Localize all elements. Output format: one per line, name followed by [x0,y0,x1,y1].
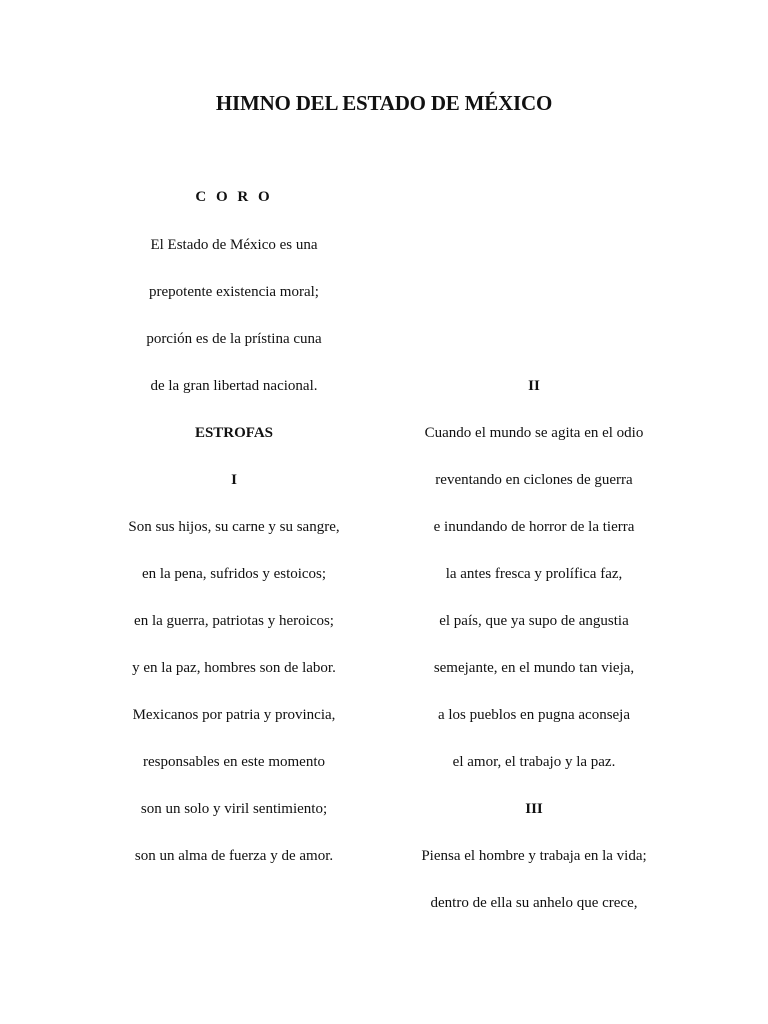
stanza-III-heading: III [525,801,543,817]
stanza-II-line-3: e inundando de horror de la tierra [433,519,635,535]
stanza-II-heading: II [528,378,540,394]
estrofas-heading: ESTROFAS [194,425,274,441]
stanza-II-line-1: Cuando el mundo se agita en el odio [424,425,644,441]
stanza-I-line-8: son un alma de fuerza y de amor. [134,848,334,864]
stanza-II-line-8: el amor, el trabajo y la paz. [452,754,616,770]
stanza-I-line-2: en la pena, sufridos y estoicos; [141,566,327,582]
coro-line-4: de la gran libertad nacional. [150,378,318,394]
coro-heading: C O R O [195,189,273,205]
stanza-I-line-4: y en la paz, hombres son de labor. [132,660,336,676]
stanza-II-line-4: la antes fresca y prolífica faz, [445,566,623,582]
stanza-III-line-1: Piensa el hombre y trabaja en la vida; [421,848,647,864]
stanza-II-line-6: semejante, en el mundo tan vieja, [433,660,635,676]
coro-line-1: El Estado de México es una [150,237,318,253]
stanza-I-line-3: en la guerra, patriotas y heroicos; [134,613,334,629]
stanza-I-heading: I [231,472,237,488]
stanza-II-line-7: a los pueblos en pugna aconseja [437,707,631,723]
stanza-II-line-5: el país, que ya supo de angustia [439,613,629,629]
document-title: HIMNO DEL ESTADO DE MÉXICO [215,91,553,115]
stanza-I-line-1: Son sus hijos, su carne y su sangre, [128,519,340,535]
stanza-I-line-6: responsables en este momento [142,754,326,770]
stanza-I-line-5: Mexicanos por patria y provincia, [132,707,336,723]
coro-line-3: porción es de la prístina cuna [146,331,322,347]
stanza-I-line-7: son un solo y viril sentimiento; [140,801,328,817]
coro-line-2: prepotente existencia moral; [149,284,319,300]
stanza-III-line-2: dentro de ella su anhelo que crece, [430,895,638,911]
stanza-II-line-2: reventando en ciclones de guerra [435,472,633,488]
